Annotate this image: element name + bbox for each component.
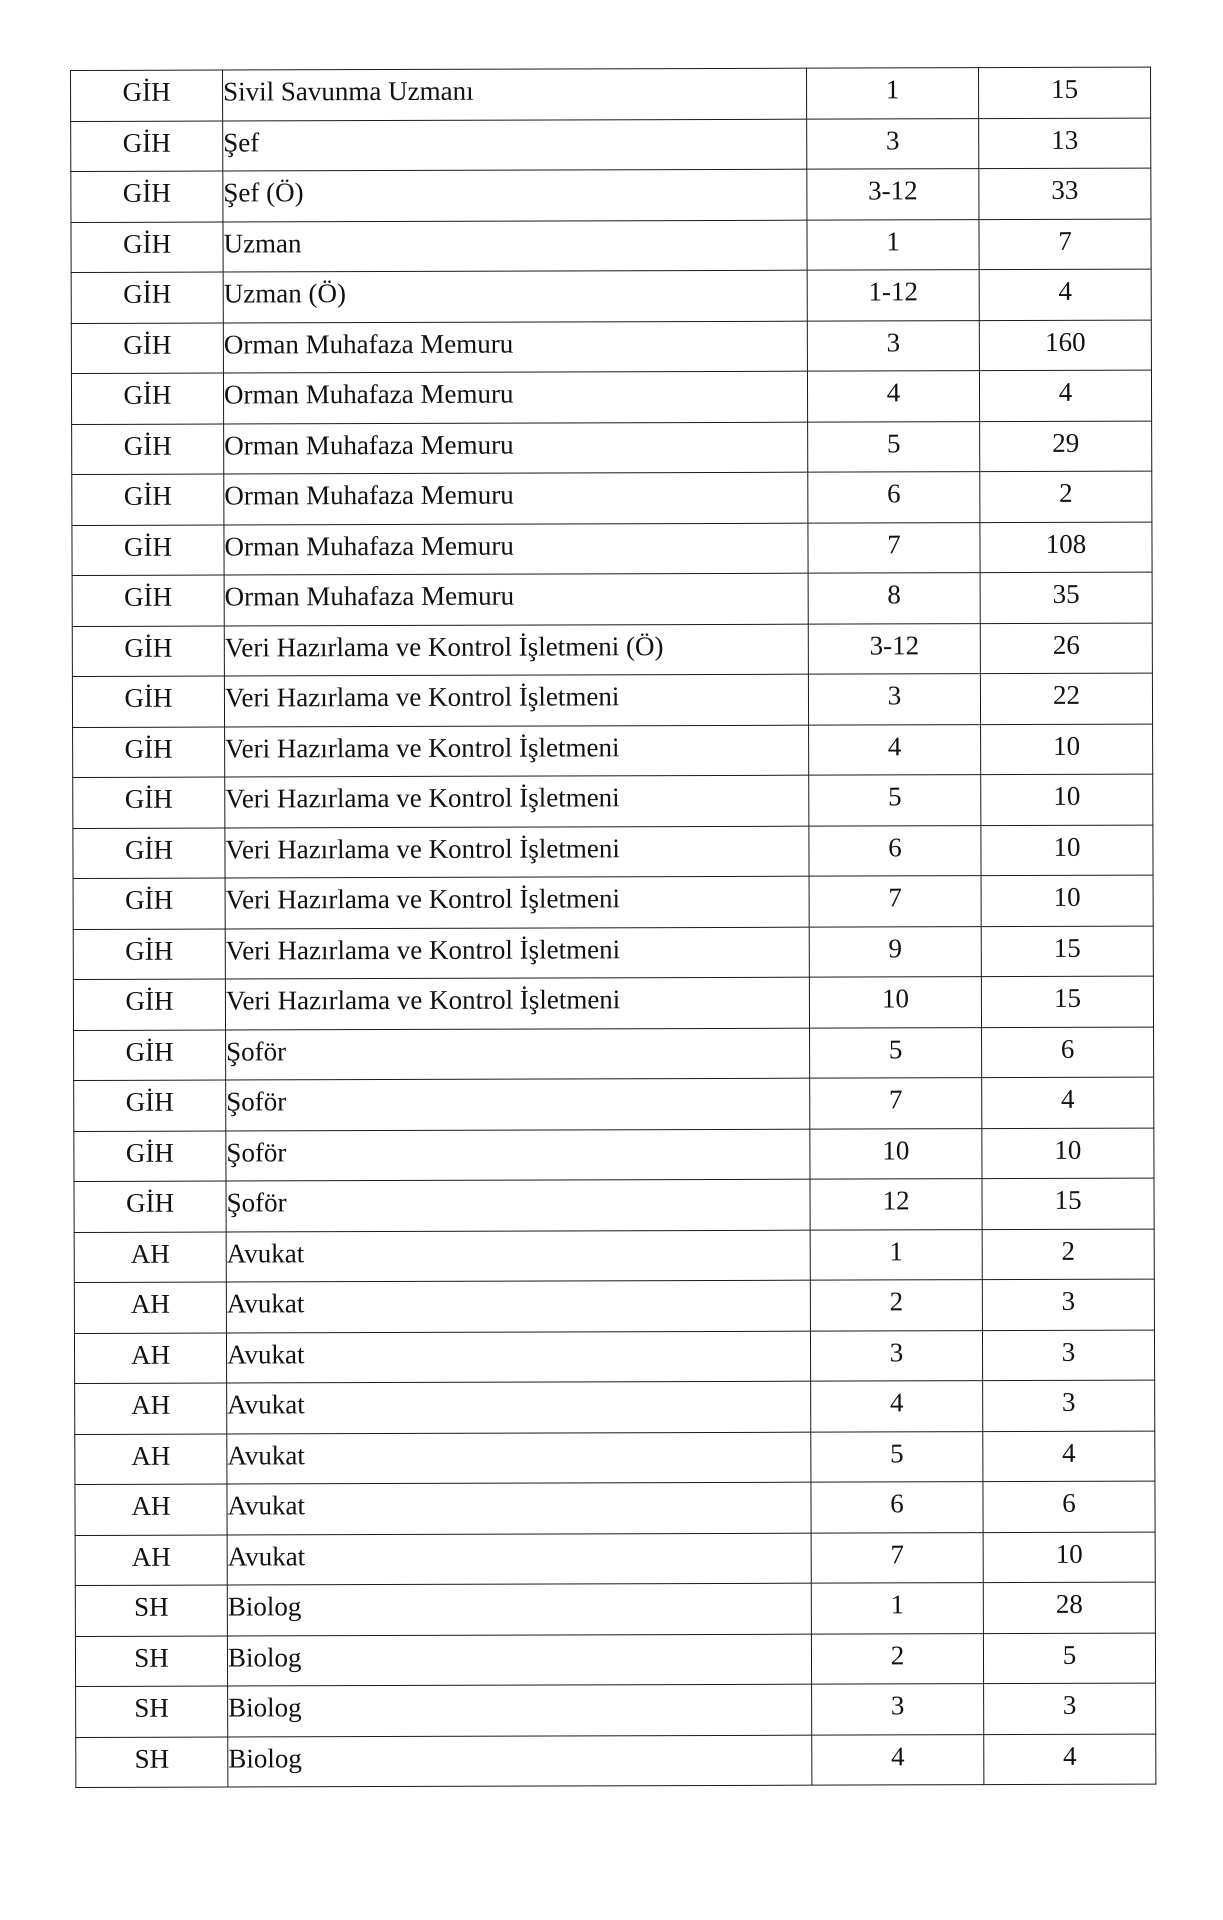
count-cell: 26: [980, 623, 1152, 674]
table-row: [71, 118, 1151, 172]
title-cell: Uzman (Ö): [223, 270, 807, 322]
degree-cell: 4: [811, 1381, 983, 1432]
table-row: [71, 370, 1151, 424]
degree-cell: 7: [808, 522, 980, 573]
table-row: [71, 219, 1151, 273]
class-cell: GİH: [73, 828, 225, 879]
degree-cell: 7: [810, 1078, 982, 1129]
count-cell: 15: [982, 1178, 1154, 1229]
table-row: [72, 623, 1152, 677]
degree-cell: 3: [810, 1330, 982, 1381]
class-cell: GİH: [71, 70, 223, 121]
title-cell: Biolog: [227, 1634, 811, 1686]
count-cell: 15: [981, 976, 1153, 1027]
class-cell: SH: [75, 1636, 227, 1687]
table-row: [74, 1178, 1154, 1232]
degree-cell: 5: [810, 1027, 982, 1078]
degree-cell: 5: [811, 1431, 983, 1482]
count-cell: 108: [980, 522, 1152, 573]
count-cell: 5: [983, 1633, 1155, 1684]
count-cell: 10: [981, 875, 1153, 926]
class-cell: GİH: [71, 121, 223, 172]
degree-cell: 2: [811, 1633, 983, 1684]
degree-cell: 2: [810, 1280, 982, 1331]
degree-cell: 1: [806, 68, 978, 119]
table-row: [73, 926, 1153, 980]
count-cell: 3: [982, 1279, 1154, 1330]
class-cell: GİH: [72, 424, 224, 475]
table-row: [72, 421, 1152, 475]
count-cell: 160: [979, 320, 1151, 371]
count-cell: 33: [979, 168, 1151, 219]
degree-cell: 3: [808, 674, 980, 725]
count-cell: 29: [980, 421, 1152, 472]
degree-cell: 7: [811, 1532, 983, 1583]
degree-cell: 3-12: [807, 169, 979, 220]
table-row: [72, 471, 1152, 525]
class-cell: SH: [76, 1686, 228, 1737]
count-cell: 3: [982, 1330, 1154, 1381]
class-cell: AH: [75, 1484, 227, 1535]
title-cell: Şef: [223, 119, 807, 171]
degree-cell: 5: [809, 775, 981, 826]
count-cell: 4: [982, 1077, 1154, 1128]
count-cell: 6: [982, 1027, 1154, 1078]
title-cell: Veri Hazırlama ve Kontrol İşletmeni: [224, 674, 808, 726]
table-row: [73, 774, 1153, 828]
table-row: [75, 1532, 1155, 1586]
class-cell: GİH: [74, 1080, 226, 1131]
degree-cell: 1: [811, 1583, 983, 1634]
degree-cell: 4: [812, 1734, 984, 1785]
count-cell: 10: [981, 724, 1153, 775]
title-cell: Avukat: [227, 1482, 811, 1534]
table-row: [73, 976, 1153, 1030]
class-cell: SH: [76, 1737, 228, 1788]
count-cell: 15: [978, 67, 1150, 118]
title-cell: Orman Muhafaza Memuru: [224, 523, 808, 575]
table-row: [74, 1229, 1154, 1283]
count-cell: 35: [980, 572, 1152, 623]
degree-cell: 3: [812, 1684, 984, 1735]
title-cell: Biolog: [227, 1583, 811, 1635]
table-row: [76, 1734, 1156, 1788]
table-row: [76, 1683, 1156, 1737]
degree-cell: 6: [808, 472, 980, 523]
count-cell: 13: [979, 118, 1151, 169]
class-cell: GİH: [73, 878, 225, 929]
title-cell: Sivil Savunma Uzmanı: [223, 68, 807, 120]
degree-cell: 6: [811, 1482, 983, 1533]
title-cell: Veri Hazırlama ve Kontrol İşletmeni: [225, 775, 809, 827]
count-cell: 10: [981, 825, 1153, 876]
table-row: [72, 522, 1152, 576]
title-cell: Veri Hazırlama ve Kontrol İşletmeni: [225, 977, 809, 1029]
title-cell: Veri Hazırlama ve Kontrol İşletmeni: [225, 725, 809, 777]
degree-cell: 12: [810, 1179, 982, 1230]
title-cell: Şoför: [226, 1129, 810, 1181]
class-cell: AH: [75, 1383, 227, 1434]
class-cell: GİH: [72, 575, 224, 626]
count-cell: 2: [982, 1229, 1154, 1280]
title-cell: Biolog: [228, 1735, 812, 1787]
title-cell: Şoför: [226, 1078, 810, 1130]
title-cell: Avukat: [227, 1432, 811, 1484]
title-cell: Veri Hazırlama ve Kontrol İşletmeni: [225, 826, 809, 878]
class-cell: GİH: [71, 272, 223, 323]
table-row: [74, 1330, 1154, 1384]
table-row: [73, 724, 1153, 778]
count-cell: 2: [980, 471, 1152, 522]
count-cell: 10: [981, 774, 1153, 825]
table-row: [74, 1027, 1154, 1081]
table-row: [75, 1380, 1155, 1434]
title-cell: Şef (Ö): [223, 169, 807, 221]
table-row: [75, 1633, 1155, 1687]
table-row: [71, 67, 1151, 121]
class-cell: GİH: [71, 323, 223, 374]
title-cell: Orman Muhafaza Memuru: [223, 321, 807, 373]
degree-cell: 4: [809, 724, 981, 775]
class-cell: GİH: [71, 171, 223, 222]
count-cell: 7: [979, 219, 1151, 270]
count-cell: 4: [979, 269, 1151, 320]
degree-cell: 5: [808, 421, 980, 472]
table-row: [71, 269, 1151, 323]
count-cell: 3: [983, 1380, 1155, 1431]
count-cell: 4: [979, 370, 1151, 421]
count-cell: 10: [982, 1128, 1154, 1179]
staff-table: [70, 67, 1156, 1788]
class-cell: GİH: [74, 1131, 226, 1182]
class-cell: GİH: [74, 1181, 226, 1232]
title-cell: Uzman: [223, 220, 807, 272]
degree-cell: 3-12: [808, 623, 980, 674]
class-cell: GİH: [74, 1030, 226, 1081]
class-cell: AH: [74, 1333, 226, 1384]
table-row: [75, 1582, 1155, 1636]
degree-cell: 10: [810, 1128, 982, 1179]
degree-cell: 1: [807, 219, 979, 270]
count-cell: 3: [984, 1683, 1156, 1734]
class-cell: GİH: [72, 525, 224, 576]
count-cell: 22: [980, 673, 1152, 724]
title-cell: Avukat: [226, 1230, 810, 1282]
degree-cell: 3: [807, 118, 979, 169]
class-cell: GİH: [73, 777, 225, 828]
title-cell: Avukat: [226, 1280, 810, 1332]
count-cell: 10: [983, 1532, 1155, 1583]
title-cell: Şoför: [226, 1179, 810, 1231]
title-cell: Veri Hazırlama ve Kontrol İşletmeni: [225, 927, 809, 979]
table-row: [73, 825, 1153, 879]
degree-cell: 9: [809, 926, 981, 977]
table-row: [74, 1077, 1154, 1131]
title-cell: Şoför: [226, 1028, 810, 1080]
title-cell: Avukat: [227, 1381, 811, 1433]
class-cell: SH: [75, 1585, 227, 1636]
degree-cell: 1-12: [807, 270, 979, 321]
title-cell: Biolog: [228, 1684, 812, 1736]
count-cell: 6: [983, 1481, 1155, 1532]
class-cell: AH: [75, 1434, 227, 1485]
class-cell: GİH: [71, 222, 223, 273]
class-cell: GİH: [72, 626, 224, 677]
count-cell: 15: [981, 926, 1153, 977]
table-row: [75, 1431, 1155, 1485]
class-cell: GİH: [72, 474, 224, 525]
table-row: [72, 673, 1152, 727]
class-cell: AH: [75, 1535, 227, 1586]
degree-cell: 10: [809, 977, 981, 1028]
title-cell: Orman Muhafaza Memuru: [224, 573, 808, 625]
table-row: [75, 1481, 1155, 1535]
degree-cell: 6: [809, 825, 981, 876]
class-cell: AH: [74, 1232, 226, 1283]
class-cell: GİH: [72, 676, 224, 727]
class-cell: AH: [74, 1282, 226, 1333]
table-row: [72, 572, 1152, 626]
title-cell: Orman Muhafaza Memuru: [224, 472, 808, 524]
count-cell: 4: [983, 1431, 1155, 1482]
table-row: [74, 1128, 1154, 1182]
table-row: [71, 320, 1151, 374]
count-cell: 4: [984, 1734, 1156, 1785]
class-cell: GİH: [73, 979, 225, 1030]
title-cell: Orman Muhafaza Memuru: [223, 371, 807, 423]
title-cell: Veri Hazırlama ve Kontrol İşletmeni: [225, 876, 809, 928]
degree-cell: 4: [807, 371, 979, 422]
title-cell: Avukat: [226, 1331, 810, 1383]
degree-cell: 1: [810, 1229, 982, 1280]
class-cell: GİH: [73, 929, 225, 980]
table-row: [71, 168, 1151, 222]
table-body: [71, 67, 1156, 1787]
degree-cell: 3: [807, 320, 979, 371]
title-cell: Avukat: [227, 1533, 811, 1585]
table-row: [73, 875, 1153, 929]
degree-cell: 8: [808, 573, 980, 624]
table-row: [74, 1279, 1154, 1333]
title-cell: Veri Hazırlama ve Kontrol İşletmeni (Ö): [224, 624, 808, 676]
degree-cell: 7: [809, 876, 981, 927]
count-cell: 28: [983, 1582, 1155, 1633]
class-cell: GİH: [71, 373, 223, 424]
class-cell: GİH: [73, 727, 225, 778]
title-cell: Orman Muhafaza Memuru: [224, 422, 808, 474]
